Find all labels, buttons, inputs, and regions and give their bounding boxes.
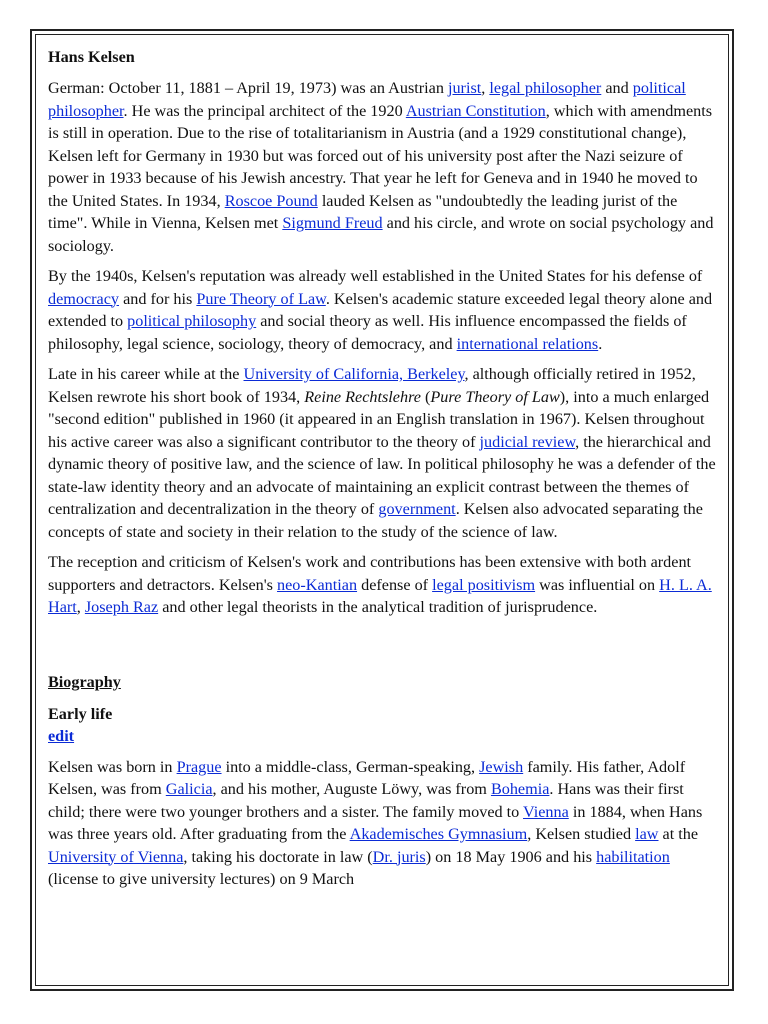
text-run: . He was the principal architect of the 1920 [123,101,406,120]
text-run: , which with amendments is still in operation. Due to the rise of totalitarianism in Austria (and a 1929 constitutional change), Kelsen left for Germany in 1930 but was forced out of his university post after the Nazi seizure of power in 1933 because of his Jewish ancestry. That year he left for Geneva and in 1940 he moved to the United States. In 1934, [48,101,713,210]
italic-title: Reine Rechtslehre [304,387,421,406]
early-life-paragraph [48,756,716,891]
link-jurist[interactable]: jurist [447,79,482,97]
link-law[interactable]: law [635,825,659,843]
link-vienna[interactable]: Vienna [523,802,569,821]
link-dr-juris[interactable]: Dr. juris [372,847,426,866]
text-run: . [598,334,603,353]
link-sigmund-freud[interactable]: Sigmund Freud [282,214,383,232]
text-run: and for his [119,289,197,308]
link-joseph-raz[interactable]: Joseph Raz [84,598,159,616]
link-prague[interactable]: Prague [176,757,222,776]
text-run: , the hierarchical and dynamic theory of positive law, and the science of law. In political philosophy he was a defender of the state-law identity theory and an advocate of maintaining an explicit contrast between the themes of centralization and decentralization in the theory of [48,432,716,518]
edit-link[interactable]: edit [48,726,75,745]
text-run: , [76,598,85,616]
link-democracy[interactable]: democracy [48,289,120,308]
reputation-paragraph [48,265,716,355]
text-run: . Hans was their first child; there were two younger brothers and a sister. The family moved to [48,780,684,821]
career-paragraph [48,363,716,543]
text-run: . Kelsen also advocated separating the concepts of state and society in their relation to the study of the science of law. [48,500,703,541]
text-run: Kelsen was born in [48,757,177,776]
text-run: and [601,79,633,97]
link-jewish[interactable]: Jewish [479,757,524,776]
link-international-relations[interactable]: international relations [456,334,599,353]
text-run: , [481,79,490,97]
link-judicial-review[interactable]: judicial review [479,432,576,451]
link-uc-berkeley[interactable]: University of California, Berkeley [243,365,465,383]
link-government[interactable]: government [378,500,456,518]
text-run: , Kelsen studied [527,825,636,843]
link-pure-theory-of-law[interactable]: Pure Theory of Law [196,289,326,308]
link-political-philosophy[interactable]: political philosophy [127,312,257,330]
link-legal-positivism[interactable]: legal positivism [432,575,536,594]
text-run: ), into a much enlarged "second edition" published in 1960 (it appeared in an English translation in 1967). Kelsen throughout his active career was also a significant contributor to the theory of [48,387,710,451]
text-run: and social theory as well. His influence encompassed the fields of philosophy, legal science, sociology, theory of democracy, and [48,312,687,353]
biography-heading: Biography [48,672,121,691]
article-title: Hans Kelsen [48,48,135,66]
italic-title: Pure Theory of Law [430,387,560,406]
text-run: and his circle, and wrote on social psychology and sociology. [48,214,714,255]
text-run: (license to give university lectures) on 9 March [48,870,355,888]
text-run: German: October 11, 1881 – April 19, 1973) was an Austrian [48,79,448,97]
text-run: By the 1940s, Kelsen's reputation was already well established in the United States for his defense of [48,267,703,285]
text-run: defense of [357,575,433,594]
text-run: and other legal theorists in the analytical tradition of jurisprudence. [158,598,598,616]
text-run: lauded Kelsen as "undoubtedly the leading jurist of the time". While in Vienna, Kelsen met [48,191,678,232]
link-neo-kantian[interactable]: neo-Kantian [277,575,358,594]
text-run: ) on 18 May 1906 and his [425,847,597,866]
intro-paragraph [48,77,716,257]
early-life-heading: Early life [48,704,113,723]
link-roscoe-pound[interactable]: Roscoe Pound [224,191,318,210]
link-galicia[interactable]: Galicia [165,780,213,798]
link-hla-hart[interactable]: H. L. A. Hart [48,575,712,616]
document-page [35,34,729,986]
text-run: Late in his career while at the [48,365,244,383]
link-university-of-vienna[interactable]: University of Vienna [48,847,184,866]
link-austrian-constitution[interactable]: Austrian Constitution [405,101,546,120]
link-legal-philosopher[interactable]: legal philosopher [489,79,602,97]
link-habilitation[interactable]: habilitation [596,847,670,866]
text-run: The reception and criticism of Kelsen's work and contributions has been extensive with both ardent supporters and detractors. Kelsen's [48,553,692,594]
text-run: , taking his doctorate in law ( [183,847,373,866]
link-akademisches-gymnasium[interactable]: Akademisches Gymnasium [349,825,528,843]
blank-space [48,627,716,671]
text-run: was influential on [535,575,660,594]
text-run: family. His father, Adolf Kelsen, was from [48,757,686,798]
text-run: into a middle-class, German-speaking, [221,757,480,776]
text-run: , and his mother, Auguste Löwy, was from [212,780,491,798]
text-run: at the [658,825,699,843]
link-bohemia[interactable]: Bohemia [490,780,550,798]
text-run: in 1884, when Hans was three years old. After graduating from the [48,802,703,843]
text-run: ( [420,387,431,406]
reception-paragraph [48,551,716,619]
link-political-philosopher[interactable]: political philosopher [48,79,686,120]
text-run: . Kelsen's academic stature exceeded legal theory alone and extended to [48,289,713,330]
text-run: , although officially retired in 1952, Kelsen rewrote his short book of 1934, [48,365,696,406]
outer-frame [30,29,734,991]
